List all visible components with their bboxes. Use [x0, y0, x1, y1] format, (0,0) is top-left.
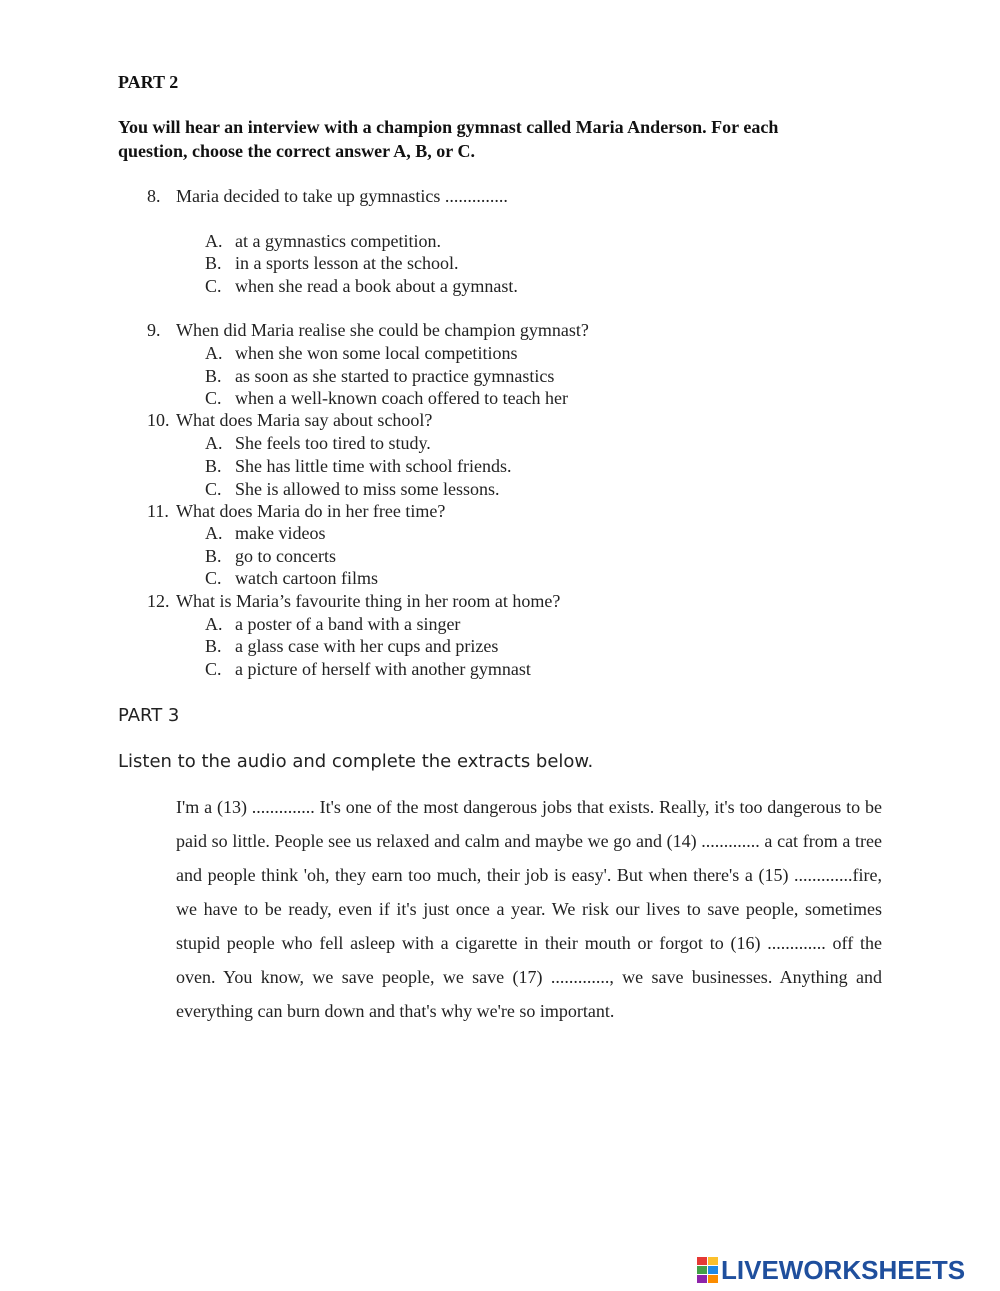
question-number: 9. [147, 320, 161, 340]
option-letter: C. [205, 479, 222, 499]
option-text[interactable]: when a well-known coach offered to teach her [235, 388, 569, 408]
question-text: Maria decided to take up gymnastics .............. [176, 186, 508, 206]
question-text: What is Maria’s favourite thing in her room at home? [176, 591, 561, 611]
logo-block [708, 1266, 718, 1274]
option-letter: C. [205, 276, 222, 296]
option-text[interactable]: a picture of herself with another gymnast [235, 659, 531, 679]
option-letter: C. [205, 659, 222, 679]
option-text[interactable]: at a gymnastics competition. [235, 231, 441, 251]
part3-passage: I'm a (13) .............. It's one of the most dangerous jobs that exists. Really, it's too dangerous to be paid so little. People see us relaxed and calm and maybe we go and (14) ............. a cat from a tree and people think 'oh, they earn too much, their job is easy'. But when there's a (15) .............fire, we have to be ready, even if it's just once a year. We risk our lives to save people, sometimes stupid people who fell asleep with a cigarette in their mouth or forgot to (16) ............. off the oven. You know, we save people, we save (17) ............., we save businesses. Anything and everything can burn down and that's why we're so important. [176, 797, 882, 1021]
question-number: 12. [147, 591, 170, 611]
logo-blocks-icon [697, 1257, 719, 1283]
logo-block [708, 1275, 718, 1283]
question-number: 8. [147, 186, 161, 206]
option-text[interactable]: She feels too tired to study. [235, 433, 431, 453]
part2-heading: PART 2 [118, 72, 179, 92]
option-letter: A. [205, 614, 223, 634]
logo-block [708, 1257, 718, 1265]
option-text[interactable]: watch cartoon films [235, 568, 378, 588]
option-text[interactable]: make videos [235, 523, 326, 543]
part3-heading: PART 3 [118, 705, 180, 726]
logo-block [697, 1266, 707, 1274]
question-text: When did Maria realise she could be champion gymnast? [176, 320, 589, 340]
option-letter: B. [205, 456, 222, 476]
option-letter: A. [205, 523, 223, 543]
option-letter: B. [205, 253, 222, 273]
option-letter: B. [205, 546, 222, 566]
part2-instructions-line2: question, choose the correct answer A, B, or C. [118, 141, 475, 161]
option-letter: A. [205, 343, 223, 363]
logo-block [697, 1275, 707, 1283]
option-letter: C. [205, 568, 222, 588]
option-text[interactable]: in a sports lesson at the school. [235, 253, 459, 273]
option-letter: A. [205, 433, 223, 453]
option-text[interactable]: She is allowed to miss some lessons. [235, 479, 500, 499]
option-text[interactable]: when she won some local competitions [235, 343, 518, 363]
option-letter: C. [205, 388, 222, 408]
option-text[interactable]: She has little time with school friends. [235, 456, 512, 476]
liveworksheets-logo [697, 1255, 965, 1285]
part2-instructions-line1: You will hear an interview with a champion gymnast called Maria Anderson. For each [118, 117, 779, 137]
question-number: 10. [147, 410, 170, 430]
logo-block [697, 1257, 707, 1265]
question-number: 11. [147, 501, 169, 521]
logo-text: LIVEWORKSHEETS [721, 1254, 966, 1285]
option-text[interactable]: a glass case with her cups and prizes [235, 636, 499, 656]
option-text[interactable]: go to concerts [235, 546, 336, 566]
option-text[interactable]: a poster of a band with a singer [235, 614, 461, 634]
option-letter: B. [205, 636, 222, 656]
option-text[interactable]: when she read a book about a gymnast. [235, 276, 518, 296]
option-text[interactable]: as soon as she started to practice gymnastics [235, 366, 555, 386]
question-text: What does Maria do in her free time? [176, 501, 446, 521]
option-letter: B. [205, 366, 222, 386]
part3-instructions: Listen to the audio and complete the extracts below. [118, 751, 594, 772]
option-letter: A. [205, 231, 223, 251]
question-text: What does Maria say about school? [176, 410, 433, 430]
